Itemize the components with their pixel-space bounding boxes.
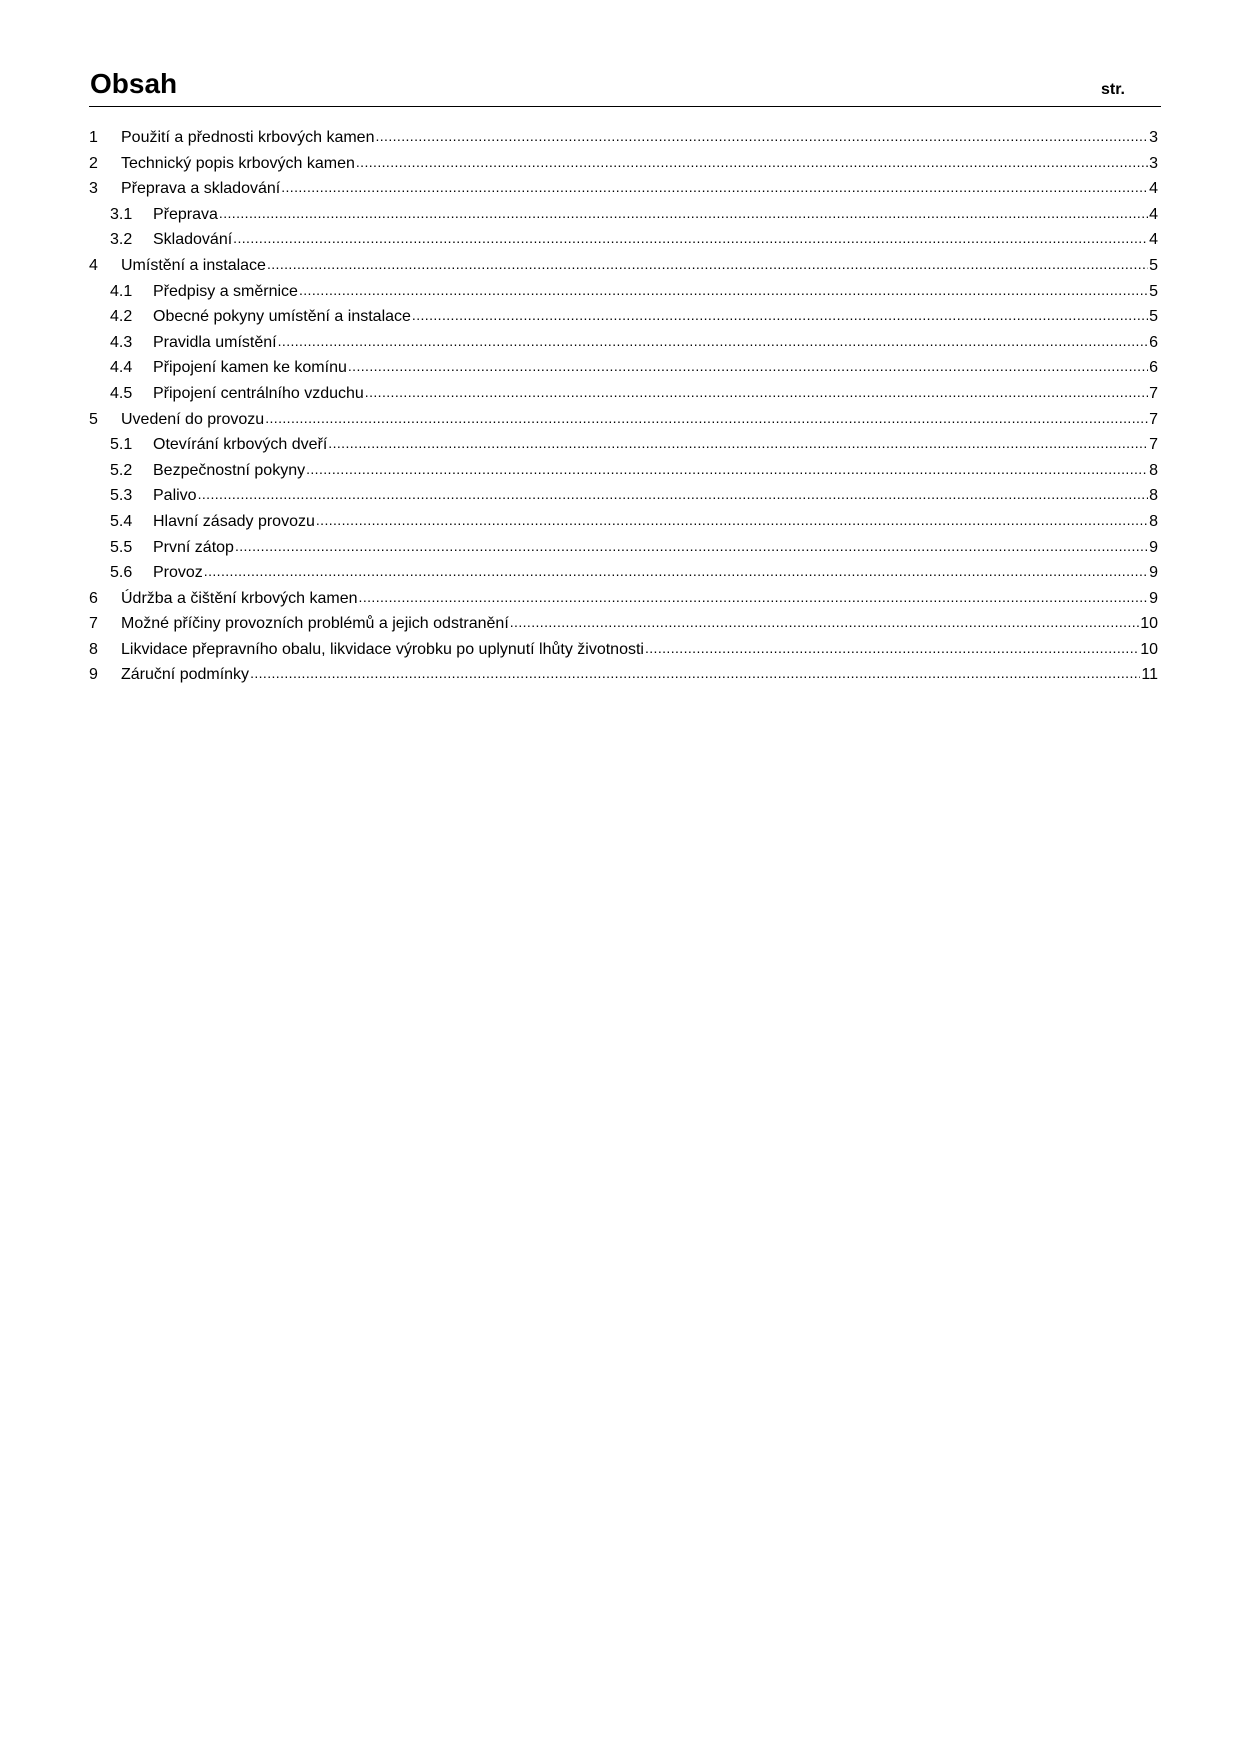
toc-entry-number: 5	[89, 410, 98, 428]
toc-entry-label: Palivo	[153, 487, 197, 505]
toc-entry-label: Připojení centrálního vzduchu	[153, 384, 364, 402]
toc-leader-dots	[375, 124, 1148, 150]
toc-entry-page: 10	[1140, 615, 1158, 633]
toc-entry-page: 5	[1149, 308, 1158, 326]
toc-leader-dots	[645, 636, 1139, 662]
toc-entry-label: Likvidace přepravního obalu, likvidace výrobku po uplynutí lhůty životnosti	[121, 640, 644, 658]
toc-entry-label: Přeprava	[153, 205, 218, 223]
toc-entry-page: 7	[1149, 436, 1158, 454]
toc-entry-label: Záruční podmínky	[121, 666, 250, 684]
toc-entry-page: 10	[1140, 640, 1158, 658]
toc-leader-dots	[316, 508, 1148, 534]
toc-leader-dots	[356, 150, 1148, 176]
toc-leader-dots	[281, 175, 1148, 201]
toc-entry-number: 3.2	[110, 231, 133, 249]
toc-entry-number: 9	[89, 666, 98, 684]
toc-entry-number: 6	[89, 589, 98, 607]
toc-entry-page: 4	[1149, 205, 1158, 223]
toc-leader-dots	[510, 610, 1139, 636]
toc-entry-label: Připojení kamen ke komínu	[153, 359, 347, 377]
toc-entry[interactable]	[89, 330, 1158, 356]
toc-entry[interactable]	[89, 355, 1158, 381]
toc-leader-dots	[265, 406, 1148, 432]
toc-entry-number: 2	[89, 154, 98, 172]
toc-entry-label: Umístění a instalace	[121, 256, 266, 274]
toc-leader-dots	[204, 559, 1148, 585]
toc-header	[89, 66, 1161, 107]
toc-entry[interactable]	[89, 611, 1158, 637]
toc-entry-page: 7	[1149, 384, 1158, 402]
toc-entry-number: 4.2	[110, 308, 133, 326]
toc-entry-page: 11	[1141, 666, 1158, 684]
toc-leader-dots	[250, 661, 1140, 687]
toc-entry[interactable]	[89, 253, 1158, 279]
toc-leader-dots	[328, 431, 1148, 457]
toc-entry-page: 5	[1149, 282, 1158, 300]
toc-entry-page: 8	[1149, 487, 1158, 505]
toc-entry-label: Uvedení do provozu	[121, 410, 265, 428]
toc-entry[interactable]	[89, 202, 1158, 228]
toc-entry[interactable]	[89, 432, 1158, 458]
toc-entry-page: 5	[1149, 256, 1158, 274]
toc-leader-dots	[233, 226, 1148, 252]
toc-entry[interactable]	[89, 227, 1158, 253]
toc-entry-number: 5.4	[110, 512, 133, 530]
toc-entry-page: 9	[1149, 564, 1158, 582]
toc-entry-page: 8	[1149, 512, 1158, 530]
toc-entry-label: Technický popis krbových kamen	[121, 154, 355, 172]
toc-entry-number: 5.1	[110, 436, 133, 454]
toc-entry-page: 9	[1149, 589, 1158, 607]
toc-entry-page: 4	[1149, 231, 1158, 249]
toc-entry-number: 5.6	[110, 564, 133, 582]
toc-entry-label: Údržba a čištění krbových kamen	[121, 589, 358, 607]
toc-entry-number: 3	[89, 180, 98, 198]
toc-entry-label: Použití a přednosti krbových kamen	[121, 129, 375, 146]
toc-leader-dots	[267, 252, 1148, 278]
toc-entry-label: Pravidla umístění	[153, 333, 277, 351]
toc-entry-label: První zátop	[153, 538, 234, 556]
toc-entry-page: 8	[1149, 461, 1158, 479]
toc-leader-dots	[235, 534, 1148, 560]
toc-leader-dots	[278, 329, 1148, 355]
toc-leader-dots	[198, 482, 1149, 508]
toc-leader-dots	[359, 585, 1149, 611]
toc-entry-number: 8	[89, 640, 98, 658]
toc-entry[interactable]	[89, 637, 1158, 663]
toc-entry[interactable]	[89, 304, 1158, 330]
toc-entry[interactable]	[89, 125, 1158, 151]
toc-leader-dots	[412, 303, 1148, 329]
toc-entry[interactable]	[89, 560, 1158, 586]
toc-entry[interactable]	[89, 483, 1158, 509]
toc-entry-page: 7	[1149, 410, 1158, 428]
toc-entry-number: 5.5	[110, 538, 133, 556]
toc-entry-label: Možné příčiny provozních problémů a jejich odstranění	[121, 615, 509, 633]
toc-entry[interactable]	[89, 662, 1158, 688]
toc-entry[interactable]	[89, 151, 1158, 177]
toc-entry-label: Přeprava a skladování	[121, 180, 281, 198]
toc-entry[interactable]	[89, 535, 1158, 561]
page-title: Obsah	[90, 68, 178, 99]
page-column-label: str.	[1100, 81, 1125, 98]
toc-entry[interactable]	[89, 176, 1158, 202]
toc-entry-number: 4.3	[110, 333, 133, 351]
table-of-contents	[89, 125, 1158, 688]
toc-entry-number: 4.4	[110, 359, 133, 377]
toc-entry[interactable]	[89, 279, 1158, 305]
toc-entry-number: 4.1	[110, 282, 133, 300]
toc-entry-page: 9	[1149, 538, 1158, 556]
toc-entry-page: 6	[1149, 333, 1158, 351]
toc-entry-label: Hlavní zásady provozu	[153, 512, 315, 530]
toc-leader-dots	[299, 278, 1148, 304]
toc-entry-page: 6	[1149, 359, 1158, 377]
toc-leader-dots	[219, 201, 1148, 227]
toc-entry-number: 4	[89, 256, 98, 274]
toc-entry[interactable]	[89, 509, 1158, 535]
toc-entry-number: 5.3	[110, 487, 133, 505]
toc-entry-label: Bezpečnostní pokyny	[153, 461, 306, 479]
toc-entry-number: 5.2	[110, 461, 133, 479]
toc-entry-page: 4	[1149, 180, 1158, 198]
toc-entry-label: Provoz	[153, 564, 203, 582]
toc-leader-dots	[365, 380, 1148, 406]
toc-entry-page: 3	[1149, 154, 1158, 172]
toc-entry-number: 3.1	[110, 205, 133, 223]
toc-leader-dots	[348, 354, 1148, 380]
toc-entry-number: 4.5	[110, 384, 133, 402]
toc-entry-label: Skladování	[153, 231, 233, 249]
toc-entry[interactable]	[89, 586, 1158, 612]
toc-entry-label: Předpisy a směrnice	[153, 282, 298, 300]
toc-entry-number: 7	[89, 615, 98, 633]
toc-entry-page: 3	[1149, 129, 1158, 146]
toc-leader-dots	[306, 457, 1148, 483]
toc-entry[interactable]	[89, 458, 1158, 484]
toc-entry-number: 1	[89, 129, 98, 146]
toc-entry-label: Obecné pokyny umístění a instalace	[153, 308, 411, 326]
toc-entry-label: Otevírání krbových dveří	[153, 436, 328, 454]
toc-entry[interactable]	[89, 381, 1158, 407]
toc-entry[interactable]	[89, 407, 1158, 433]
